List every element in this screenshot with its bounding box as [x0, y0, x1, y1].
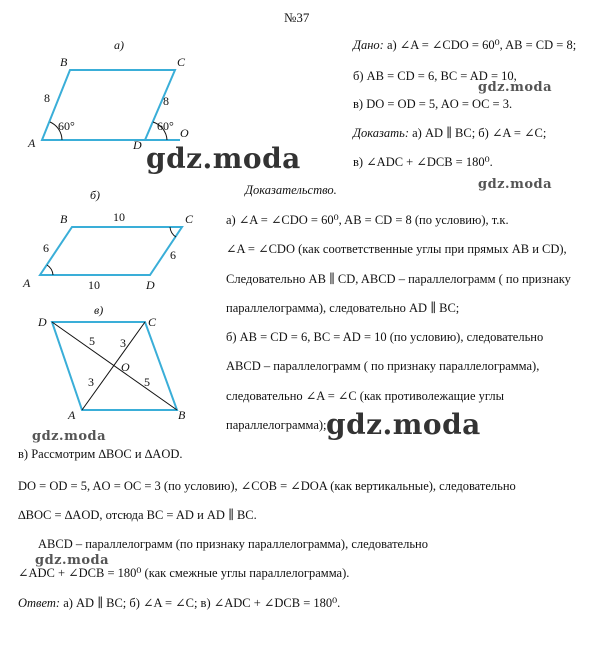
- proof-v-line-2: ∆BOC = ∆AOD, отсюда BC = AD и AD ∥ BC.: [18, 508, 257, 522]
- figure-c-segment-ob: 5: [144, 375, 150, 389]
- figure-c-vertex-a: A: [68, 408, 76, 422]
- proof-v-line-3: ABCD – параллелограмм (по признаку параллелограмма), следовательно: [38, 537, 428, 551]
- answer-line: [18, 596, 340, 611]
- watermark-small-4: gdz.moda: [35, 553, 110, 568]
- figure-a-vertex-c: C: [177, 55, 186, 69]
- figure-c-parallelogram: [30, 310, 186, 422]
- answer-label: Ответ:: [18, 596, 61, 610]
- figure-c-segment-ao: 3: [88, 375, 94, 389]
- figure-a-label: а): [114, 38, 124, 52]
- figure-b-side-bc: 10: [113, 210, 125, 224]
- figure-a-side-cd: 8: [163, 94, 169, 108]
- figure-b-side-ad: 10: [88, 278, 100, 292]
- watermark-small-1: gdz.moda: [478, 80, 553, 95]
- given-label: Дано:: [353, 38, 384, 52]
- figure-a-vertex-d: D: [133, 138, 142, 152]
- figure-c-diagonal-db: [52, 322, 177, 410]
- watermark-big-1: gdz.moda: [146, 142, 301, 175]
- proof-line-7: следовательно ∠A = ∠C (как противолежащие углы: [226, 389, 505, 403]
- figure-b-angle-c: [170, 227, 176, 237]
- given-line-b: б) AB = CD = 6, BC = AD = 10,: [353, 69, 517, 83]
- proof-line-6: ABCD – параллелограмм ( по признаку параллелограмма),: [226, 359, 540, 373]
- figure-b-side-cd: 6: [170, 248, 176, 262]
- figure-b-shape: [40, 227, 182, 275]
- proof-line-5: б) AB = CD = 6, BC = AD = 10 (по условию), следовательно: [226, 330, 544, 344]
- figure-b-angle-a: [47, 265, 53, 275]
- figure-a-parallelogram: [20, 50, 210, 150]
- figure-b-label: б): [90, 188, 101, 202]
- figure-a-vertex-a: A: [28, 136, 36, 150]
- figure-c-vertex-d: D: [38, 315, 47, 329]
- page-title: №37: [284, 10, 310, 25]
- figure-b-vertex-a: A: [23, 276, 31, 290]
- figure-c-segment-do: 5: [89, 334, 95, 348]
- figure-a-angle-d-label: 60°: [157, 119, 174, 133]
- figure-c-segment-oc: 3: [120, 336, 126, 350]
- proof-line-4: параллелограмма), следовательно AD ∥ BC;: [226, 301, 460, 315]
- figure-c-label: в): [94, 303, 104, 317]
- watermark-big-2: gdz.moda: [326, 408, 481, 441]
- watermark-small-3: gdz.moda: [32, 429, 107, 444]
- answer-text: а) AD ∥ BC; б) ∠A = ∠C; в) ∠ADC + ∠DCB = 180⁰.: [63, 596, 341, 610]
- figure-a-vertex-b: B: [60, 55, 68, 69]
- prove-1-text: а) AD ∥ BC; б) ∠A = ∠C;: [412, 126, 547, 140]
- given-a-text: а) ∠A = ∠CDO = 60⁰, AB = CD = 8;: [386, 38, 577, 52]
- proof-line-2: ∠A = ∠CDO (как соответственные углы при прямых AB и CD),: [226, 242, 567, 256]
- figure-b-vertex-c: C: [185, 212, 194, 226]
- prove-label: Доказать:: [353, 126, 409, 140]
- figure-b-side-ab: 6: [43, 241, 49, 255]
- proof-header: Доказательство.: [245, 183, 337, 197]
- prove-line-2: в) ∠ADC + ∠DCB = 180⁰.: [353, 155, 493, 169]
- figure-c-vertex-o: O: [121, 360, 130, 374]
- proof-v-line-1: DO = OD = 5, AO = OC = 3 (по условию), ∠COB = ∠DOA (как вертикальные), следовательно: [18, 479, 516, 493]
- prove-line-1: [353, 126, 546, 141]
- figure-a-side-ab: 8: [44, 91, 50, 105]
- figure-c-vertex-c: C: [148, 315, 157, 329]
- figure-b-vertex-b: B: [60, 212, 68, 226]
- proof-line-3: Следовательно AB ∥ CD, ABCD – параллелограмм ( по признаку: [226, 272, 571, 286]
- figure-b-parallelogram: [15, 205, 200, 295]
- proof-line-1: а) ∠A = ∠CDO = 60⁰, AB = CD = 8 (по условию), т.к.: [226, 213, 509, 227]
- figure-a-angle-a-label: 60°: [58, 119, 75, 133]
- given-line-c: в) DO = OD = 5, AO = OC = 3.: [353, 97, 513, 111]
- figure-a-vertex-o: O: [180, 126, 189, 140]
- given-line-a: [353, 38, 576, 53]
- watermark-small-2: gdz.moda: [478, 177, 553, 192]
- figure-c-vertex-b: B: [178, 408, 186, 422]
- proof-v-intro: в) Рассмотрим ∆BOC и ∆AOD.: [18, 447, 183, 461]
- figure-b-vertex-d: D: [146, 278, 155, 292]
- proof-line-8: параллелограмма);: [226, 418, 327, 432]
- proof-v-line-4: ∠ADC + ∠DCB = 180⁰ (как смежные углы параллелограмма).: [18, 566, 350, 580]
